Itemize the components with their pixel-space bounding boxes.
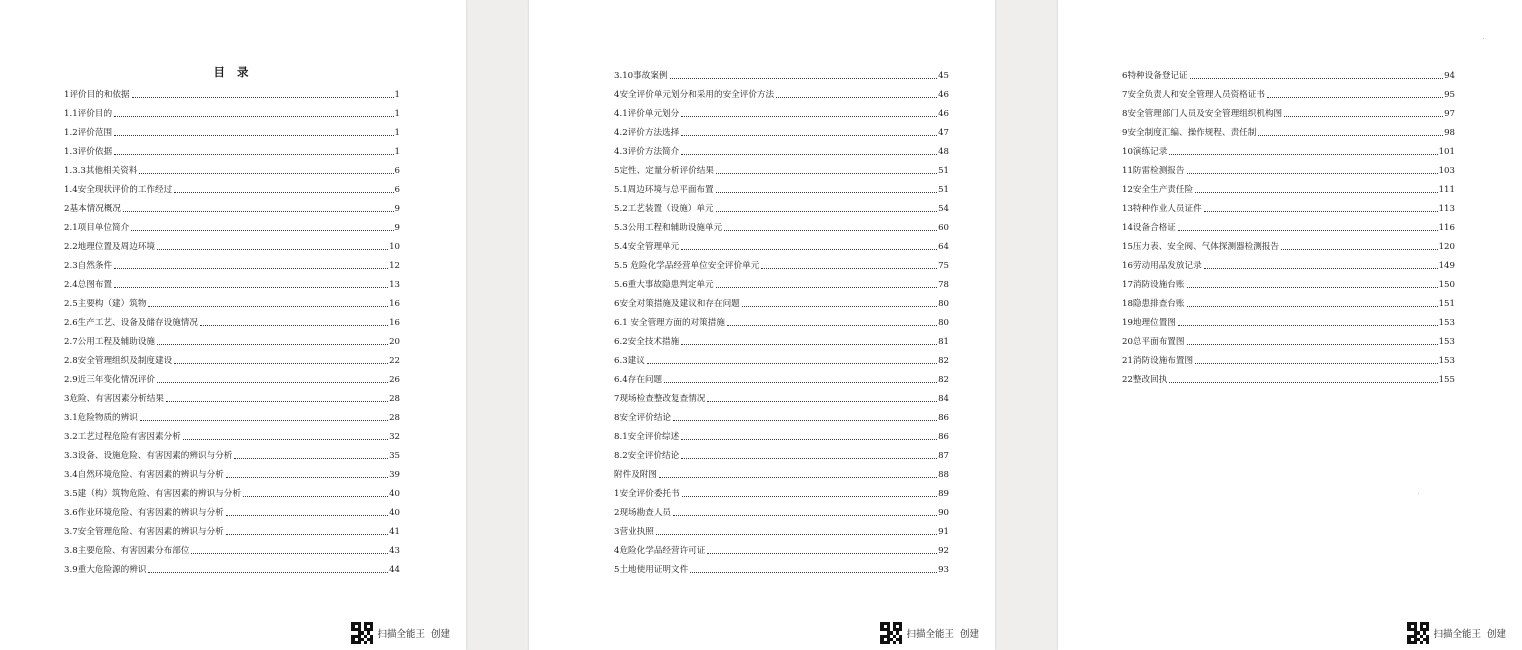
toc-entry[interactable]: [64, 537, 400, 556]
toc-entry[interactable]: [64, 328, 400, 347]
dot-leader: [673, 420, 937, 421]
toc-entry-page-number: 1: [394, 90, 400, 101]
dot-leader: [174, 192, 393, 193]
toc-entry[interactable]: [614, 461, 949, 480]
toc-entry-label: 3.10事故案例: [614, 71, 668, 82]
toc-entry[interactable]: [1122, 290, 1455, 309]
toc-entry-label: 7安全负责人和安全管理人员资格证书: [1122, 90, 1265, 101]
toc-entry[interactable]: [1122, 214, 1455, 233]
toc-entry[interactable]: [1122, 119, 1455, 138]
toc-entry-page-number: 28: [389, 413, 400, 424]
toc-entry-page-number: 78: [938, 280, 949, 291]
toc-entry-page-number: 1: [394, 147, 400, 158]
toc-entry[interactable]: [64, 271, 400, 290]
toc-entry-label: 6安全对策措施及建议和存在问题: [614, 299, 740, 310]
toc-entry-label: 3.5建（构）筑物危险、有害因素的辨识与分析: [64, 489, 241, 500]
toc-entry-label: 3.4自然环境危险、有害因素的辨识与分析: [64, 470, 224, 481]
dot-leader: [716, 287, 937, 288]
dot-leader: [131, 230, 393, 231]
dot-leader: [114, 268, 388, 269]
dot-leader: [174, 363, 388, 364]
watermark-suffix: 创建: [1486, 629, 1506, 640]
toc-entry[interactable]: [64, 81, 400, 100]
dot-leader: [243, 496, 388, 497]
dot-leader: [226, 515, 388, 516]
toc-entry-label: 1.3评价依据: [64, 147, 113, 158]
dot-leader: [707, 553, 937, 554]
dot-leader: [716, 211, 937, 212]
toc-entry-label: 3.8主要危险、有害因素分布部位: [64, 546, 190, 557]
toc-entry-page-number: 54: [938, 204, 949, 215]
dot-leader: [1187, 344, 1438, 345]
dot-leader: [148, 572, 388, 573]
dot-leader: [1281, 249, 1438, 250]
dot-leader: [716, 192, 937, 193]
toc-entry-label: 15压力表、安全阀、气体探测器检测报告: [1122, 242, 1280, 253]
dot-leader: [656, 534, 937, 535]
toc-entry[interactable]: [1122, 252, 1455, 271]
toc-entry[interactable]: [614, 119, 949, 138]
dot-leader: [1178, 230, 1438, 231]
toc-entry-page-number: 64: [938, 242, 949, 253]
dot-leader: [681, 116, 937, 117]
toc-entry-label: 6.3建议: [614, 356, 645, 367]
toc-entry[interactable]: [614, 328, 949, 347]
toc-entry-page-number: 32: [389, 432, 400, 443]
toc-entry[interactable]: [64, 518, 400, 537]
toc-entry-label: 3.7安全管理危险、有害因素的辨识与分析: [64, 527, 224, 538]
toc-entry[interactable]: [64, 309, 400, 328]
toc-title: 目 录: [213, 65, 253, 79]
dot-leader: [1284, 116, 1443, 117]
dot-leader: [148, 306, 388, 307]
toc-entry[interactable]: [1122, 366, 1455, 385]
toc-entry-page-number: 9: [394, 204, 400, 215]
dot-leader: [140, 420, 388, 421]
toc-entry-page-number: 82: [938, 356, 949, 367]
toc-entry-label: 8.1安全评价综述: [614, 432, 680, 443]
toc-entry[interactable]: [1122, 100, 1455, 119]
toc-entry-label: 4.1评价单元划分: [614, 109, 680, 120]
toc-entry-page-number: 28: [389, 394, 400, 405]
dot-leader: [166, 401, 388, 402]
toc-entry[interactable]: [614, 81, 949, 100]
toc-entry-page-number: 120: [1438, 242, 1455, 253]
toc-entry-page-number: 13: [389, 280, 400, 291]
dot-leader: [226, 534, 388, 535]
toc-entry-page-number: 153: [1438, 337, 1455, 348]
toc-entry-page-number: 45: [938, 71, 949, 82]
dot-leader: [681, 154, 937, 155]
toc-entry-page-number: 101: [1438, 147, 1455, 158]
toc-entry[interactable]: [64, 157, 400, 176]
toc-entry-label: 1.1评价目的: [64, 109, 113, 120]
toc-entry[interactable]: [1122, 309, 1455, 328]
dot-leader: [664, 382, 937, 383]
toc-entry-page-number: 98: [1444, 128, 1455, 139]
toc-entry-page-number: 86: [938, 413, 949, 424]
toc-entry[interactable]: [614, 499, 949, 518]
toc-entry-label: 1.4安全现状评价的工作经过: [64, 185, 173, 196]
dot-leader: [682, 496, 937, 497]
toc-entry-page-number: 39: [389, 470, 400, 481]
toc-entry-label: 21消防设施布置图: [1122, 356, 1194, 367]
toc-entry-label: 2.4总图布置: [64, 280, 113, 291]
toc-entry-label: 2.1项目单位简介: [64, 223, 130, 234]
toc-entry-page-number: 93: [938, 565, 949, 576]
toc-entry[interactable]: [64, 385, 400, 404]
toc-entry-page-number: 151: [1438, 299, 1455, 310]
toc-entry[interactable]: [614, 271, 949, 290]
toc-entry[interactable]: [64, 176, 400, 195]
document-page-2: [529, 0, 995, 650]
toc-entry-label: 2现场勘查人员: [614, 508, 672, 519]
toc-entry-label: 6.2安全技术措施: [614, 337, 680, 348]
dot-leader: [1267, 97, 1443, 98]
toc-entry[interactable]: [614, 366, 949, 385]
toc-entry[interactable]: [1122, 62, 1455, 81]
toc-entry-label: 19地理位置图: [1122, 318, 1176, 329]
toc-entry[interactable]: [614, 138, 949, 157]
dot-leader: [673, 515, 937, 516]
dot-leader: [1187, 173, 1438, 174]
toc-entry-page-number: 51: [938, 185, 949, 196]
toc-entry-label: 5.5 危险化学品经营单位安全评价单元: [614, 261, 760, 272]
toc-entry-label: 6.1 安全管理方面的对策措施: [614, 318, 725, 329]
dot-leader: [761, 268, 937, 269]
toc-entry-page-number: 22: [389, 356, 400, 367]
dot-leader: [157, 382, 388, 383]
toc-entry-page-number: 35: [389, 451, 400, 462]
toc-entry-label: 6.4存在问题: [614, 375, 663, 386]
dot-leader: [200, 325, 388, 326]
toc-entry-label: 4.3评价方法简介: [614, 147, 680, 158]
toc-entry[interactable]: [64, 423, 400, 442]
toc-entry-page-number: 51: [938, 166, 949, 177]
toc-entry-page-number: 86: [938, 432, 949, 443]
toc-entry[interactable]: [614, 537, 949, 556]
toc-entry-label: 6特种设备登记证: [1122, 71, 1188, 82]
dot-leader: [659, 477, 937, 478]
toc-entry[interactable]: [64, 119, 400, 138]
toc-entry[interactable]: [614, 309, 949, 328]
toc-entry-label: 4.2评价方法选择: [614, 128, 680, 139]
toc-entry[interactable]: [614, 518, 949, 537]
dot-leader: [776, 97, 937, 98]
toc-entry[interactable]: [614, 385, 949, 404]
toc-entry-label: 3.3设备、设施危险、有害因素的辨识与分析: [64, 451, 233, 462]
dot-leader: [191, 553, 388, 554]
toc-entry-page-number: 153: [1438, 318, 1455, 329]
toc-list: [1122, 62, 1455, 385]
toc-entry-page-number: 88: [938, 470, 949, 481]
dot-leader: [183, 439, 388, 440]
dot-leader: [1190, 78, 1443, 79]
toc-entry[interactable]: [64, 195, 400, 214]
dot-leader: [123, 211, 394, 212]
toc-entry-page-number: 75: [938, 261, 949, 272]
toc-entry-label: 3危险、有害因素分析结果: [64, 394, 164, 405]
toc-entry[interactable]: [614, 556, 949, 575]
dot-leader: [681, 344, 937, 345]
toc-entry[interactable]: [64, 442, 400, 461]
toc-entry[interactable]: [614, 214, 949, 233]
toc-entry-page-number: 16: [389, 318, 400, 329]
toc-entry-label: 11防雷检测报告: [1122, 166, 1185, 177]
toc-entry-label: 4危险化学品经营许可证: [614, 546, 706, 557]
toc-entry-label: 5定性、定量分析评价结果: [614, 166, 714, 177]
dot-leader: [1258, 135, 1443, 136]
toc-entry-label: 1.2评价范围: [64, 128, 113, 139]
toc-entry-page-number: 20: [389, 337, 400, 348]
toc-entry[interactable]: [64, 233, 400, 252]
toc-entry-label: 14设备合格证: [1122, 223, 1176, 234]
toc-entry-page-number: 113: [1438, 204, 1455, 215]
toc-entry-label: 3.6作业环境危险、有害因素的辨识与分析: [64, 508, 224, 519]
toc-entry-label: 18隐患排查台账: [1122, 299, 1185, 310]
toc-entry-label: 1安全评价委托书: [614, 489, 680, 500]
toc-entry-page-number: 149: [1438, 261, 1455, 272]
toc-entry-page-number: 9: [394, 223, 400, 234]
toc-entry-label: 9安全制度汇编、操作规程、责任制: [1122, 128, 1257, 139]
dot-leader: [647, 363, 937, 364]
toc-entry-label: 20总平面布置图: [1122, 337, 1185, 348]
toc-list: [64, 81, 400, 575]
toc-entry-page-number: 90: [938, 508, 949, 519]
toc-entry-page-number: 81: [938, 337, 949, 348]
toc-entry[interactable]: [1122, 328, 1455, 347]
toc-entry-page-number: 150: [1438, 280, 1455, 291]
toc-entry[interactable]: [64, 290, 400, 309]
toc-entry-label: 5土地使用证明文件: [614, 565, 689, 576]
toc-entry-label: 2.7公用工程及辅助设施: [64, 337, 156, 348]
toc-entry[interactable]: [1122, 233, 1455, 252]
toc-entry-label: 10演练记录: [1122, 147, 1168, 158]
toc-entry-page-number: 82: [938, 375, 949, 386]
toc-entry-label: 2.6生产工艺、设备及储存设施情况: [64, 318, 198, 329]
dot-leader: [707, 401, 937, 402]
toc-entry-page-number: 94: [1444, 71, 1455, 82]
toc-entry-page-number: 89: [938, 489, 949, 500]
toc-entry[interactable]: [64, 404, 400, 423]
toc-entry-label: 2.2地理位置及周边环境: [64, 242, 156, 253]
dot-leader: [742, 306, 937, 307]
toc-entry-label: 16劳动用品发放记录: [1122, 261, 1202, 272]
qr-code-icon: [880, 622, 902, 644]
toc-entry-page-number: 91: [938, 527, 949, 538]
dot-leader: [132, 97, 394, 98]
toc-entry[interactable]: [614, 233, 949, 252]
dot-leader: [681, 439, 937, 440]
dot-leader: [114, 287, 388, 288]
toc-entry-page-number: 16: [389, 299, 400, 310]
toc-entry[interactable]: [64, 214, 400, 233]
dot-leader: [157, 344, 388, 345]
scanner-watermark: [1407, 622, 1506, 644]
toc-entry-page-number: 47: [938, 128, 949, 139]
toc-entry-label: 22整改回执: [1122, 375, 1168, 386]
toc-entry[interactable]: [64, 138, 400, 157]
toc-entry-label: 5.4安全管理单元: [614, 242, 680, 253]
watermark-suffix: 创建: [959, 629, 979, 640]
toc-entry[interactable]: [614, 157, 949, 176]
toc-entry[interactable]: [64, 366, 400, 385]
toc-entry[interactable]: [614, 442, 949, 461]
toc-entry-page-number: 84: [938, 394, 949, 405]
toc-entry-label: 8安全评价结论: [614, 413, 672, 424]
toc-entry-page-number: 153: [1438, 356, 1455, 367]
toc-entry[interactable]: [614, 100, 949, 119]
toc-entry[interactable]: [614, 404, 949, 423]
toc-entry-page-number: 97: [1444, 109, 1455, 120]
toc-entry-label: 3.9重大危险源的辨识: [64, 565, 147, 576]
toc-list: [614, 62, 949, 575]
toc-entry-page-number: 46: [938, 109, 949, 120]
toc-entry-label: 5.3公用工程和辅助设施单元: [614, 223, 723, 234]
dot-leader: [1204, 211, 1438, 212]
scanner-watermark: [351, 622, 450, 644]
dot-leader: [1204, 268, 1438, 269]
toc-entry-label: 5.2工艺装置（设施）单元: [614, 204, 714, 215]
toc-entry-page-number: 40: [389, 489, 400, 500]
toc-entry-page-number: 111: [1438, 185, 1455, 196]
toc-entry-page-number: 44: [389, 565, 400, 576]
dot-leader: [114, 154, 393, 155]
toc-entry-page-number: 41: [389, 527, 400, 538]
toc-entry-label: 3营业执照: [614, 527, 654, 538]
dot-leader: [681, 458, 937, 459]
dot-leader: [1169, 382, 1437, 383]
toc-entry[interactable]: [614, 290, 949, 309]
toc-entry[interactable]: [614, 423, 949, 442]
toc-entry-label: 2.5主要构（建）筑物: [64, 299, 147, 310]
toc-entry[interactable]: [1122, 195, 1455, 214]
toc-entry-label: 2.8安全管理组织及制度建设: [64, 356, 173, 367]
dot-leader: [681, 135, 937, 136]
toc-entry[interactable]: [64, 556, 400, 575]
dot-leader: [1187, 306, 1438, 307]
toc-entry-page-number: 43: [389, 546, 400, 557]
toc-entry-label: 4安全评价单元划分和采用的安全评价方法: [614, 90, 775, 101]
dot-leader: [234, 458, 388, 459]
toc-entry-page-number: 95: [1444, 90, 1455, 101]
toc-entry-label: 3.2工艺过程危险有害因素分析: [64, 432, 181, 443]
toc-entry-label: 3.1危险物质的辨识: [64, 413, 138, 424]
toc-entry-label: 13特种作业人员证件: [1122, 204, 1202, 215]
toc-entry[interactable]: [64, 347, 400, 366]
toc-entry-page-number: 80: [938, 318, 949, 329]
watermark-suffix: 创建: [430, 629, 450, 640]
toc-entry[interactable]: [1122, 81, 1455, 100]
dot-leader: [1195, 192, 1438, 193]
toc-entry-label: 5.6重大事故隐患判定单元: [614, 280, 714, 291]
dot-leader: [114, 135, 393, 136]
toc-entry[interactable]: [614, 195, 949, 214]
toc-entry-label: 7现场检查整改复查情况: [614, 394, 706, 405]
dot-leader: [226, 477, 388, 478]
toc-entry[interactable]: [1122, 157, 1455, 176]
toc-entry[interactable]: [64, 480, 400, 499]
dot-leader: [690, 572, 937, 573]
toc-entry[interactable]: [1122, 271, 1455, 290]
dot-leader: [1178, 325, 1438, 326]
toc-entry-label: 2.3自然条件: [64, 261, 113, 272]
toc-entry-page-number: 155: [1438, 375, 1455, 386]
toc-entry-page-number: 6: [394, 185, 400, 196]
toc-entry-label: 2基本情况概况: [64, 204, 122, 215]
toc-entry-label: 8.2安全评价结论: [614, 451, 680, 462]
dot-leader: [1169, 154, 1437, 155]
toc-entry[interactable]: [1122, 138, 1455, 157]
dot-leader: [1195, 363, 1438, 364]
toc-entry-page-number: 6: [394, 166, 400, 177]
dot-leader: [727, 325, 937, 326]
document-page-3: [1058, 0, 1522, 650]
toc-entry[interactable]: [64, 499, 400, 518]
toc-entry-label: 5.1周边环境与总平面布置: [614, 185, 714, 196]
toc-entry-page-number: 1: [394, 109, 400, 120]
dot-leader: [724, 230, 937, 231]
dot-leader: [681, 249, 937, 250]
toc-entry[interactable]: [614, 347, 949, 366]
toc-entry-page-number: 48: [938, 147, 949, 158]
toc-entry[interactable]: [64, 252, 400, 271]
dot-leader: [157, 249, 388, 250]
dot-leader: [114, 116, 393, 117]
document-page-1: [0, 0, 466, 650]
toc-entry-page-number: 103: [1438, 166, 1455, 177]
dot-leader: [716, 173, 937, 174]
toc-entry[interactable]: [614, 252, 949, 271]
dot-leader: [1187, 287, 1438, 288]
toc-entry-page-number: 26: [389, 375, 400, 386]
toc-entry-page-number: 12: [389, 261, 400, 272]
toc-entry[interactable]: [1122, 347, 1455, 366]
watermark-app-name: 扫描全能王: [906, 629, 954, 640]
toc-entry-page-number: 40: [389, 508, 400, 519]
qr-code-icon: [351, 622, 373, 644]
toc-entry-page-number: 116: [1438, 223, 1455, 234]
toc-entry[interactable]: [614, 480, 949, 499]
scanner-watermark: [880, 622, 979, 644]
dot-leader: [670, 78, 938, 79]
toc-entry-page-number: 1: [394, 128, 400, 139]
watermark-app-name: 扫描全能王: [1433, 629, 1481, 640]
toc-entry[interactable]: [614, 62, 949, 81]
toc-entry-page-number: 10: [389, 242, 400, 253]
toc-entry-label: 1.3.3其他相关资料: [64, 166, 138, 177]
toc-entry-page-number: 80: [938, 299, 949, 310]
toc-entry-page-number: 46: [938, 90, 949, 101]
dot-leader: [139, 173, 393, 174]
toc-entry-label: 8安全管理部门人员及安全管理组织机构图: [1122, 109, 1283, 120]
toc-entry-label: 2.9近三年变化情况评价: [64, 375, 156, 386]
toc-entry-label: 1评价目的和依据: [64, 90, 130, 101]
toc-entry-page-number: 92: [938, 546, 949, 557]
toc-entry-page-number: 87: [938, 451, 949, 462]
toc-entry[interactable]: [614, 176, 949, 195]
toc-entry-label: 17消防设施台账: [1122, 280, 1185, 291]
toc-entry-label: 附件及附图: [614, 470, 657, 481]
qr-code-icon: [1407, 622, 1429, 644]
toc-entry[interactable]: [1122, 176, 1455, 195]
watermark-app-name: 扫描全能王: [377, 629, 425, 640]
toc-entry-page-number: 60: [938, 223, 949, 234]
toc-entry[interactable]: [64, 100, 400, 119]
toc-entry[interactable]: [64, 461, 400, 480]
toc-entry-label: 12安全生产责任险: [1122, 185, 1194, 196]
